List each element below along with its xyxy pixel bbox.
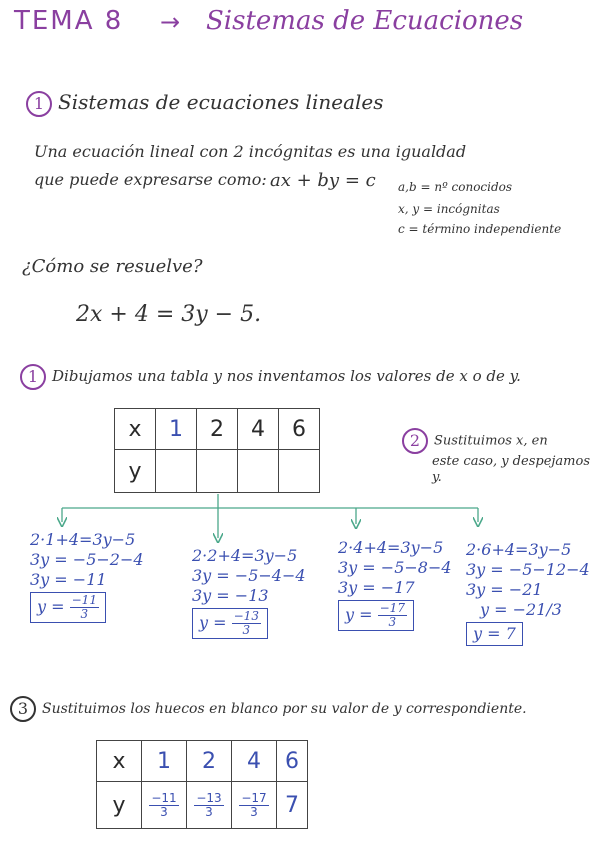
step2-line3: y.	[432, 470, 442, 485]
step2-number: 2	[402, 428, 428, 454]
solution-step: 3y = −17	[338, 578, 415, 597]
solution-step: 3y = −5−2−4	[30, 550, 144, 569]
table-cell-fraction	[232, 782, 277, 829]
fraction-denominator: 3	[80, 607, 89, 621]
table-row	[97, 741, 308, 782]
note-independent-term: c = término independiente	[398, 222, 562, 236]
solution-step: 3y = −13	[192, 586, 269, 605]
fraction-denominator: 3	[388, 615, 397, 629]
example-equation: 2x + 4 = 3y − 5.	[76, 302, 262, 327]
table-cell-x6: 6	[279, 409, 320, 450]
solution-step: 3y = −11	[30, 570, 107, 589]
section1-number: 1	[26, 91, 52, 117]
table-cell-fraction	[187, 782, 232, 829]
table-cell-x1: 1	[142, 741, 187, 782]
solution-step: 2·6+4=3y−5	[466, 540, 572, 559]
solution-x4	[338, 538, 452, 631]
table-header-y: y	[115, 450, 156, 493]
solution-x6	[466, 540, 590, 646]
solution-step: y = −21/3	[480, 600, 562, 619]
general-formula: ax + by = c	[270, 170, 376, 191]
fraction-denominator: 3	[242, 623, 251, 637]
solution-step: 3y = −21	[466, 580, 543, 599]
solution-x2	[192, 546, 306, 639]
fraction-numerator: −11	[151, 790, 177, 805]
solution-step: 2·2+4=3y−5	[192, 546, 298, 565]
table-header-y: y	[97, 782, 142, 829]
fraction-denominator: 3	[160, 804, 168, 819]
section1-heading-text: Sistemas de ecuaciones lineales	[58, 90, 384, 114]
solution-step: 3y = −5−12−4	[466, 560, 590, 579]
result-lhs: y =	[37, 597, 65, 616]
solution-step: 3y = −5−4−4	[192, 566, 306, 585]
solution-result-box	[192, 608, 268, 639]
table-cell-x1: 1	[156, 409, 197, 450]
note-unknowns: x, y = incógnitas	[398, 202, 500, 216]
step3-text-label: Sustituimos los huecos en blanco por su valor de y correspondiente.	[42, 701, 527, 717]
solution-x1	[30, 530, 144, 623]
fraction-numerator: −17	[241, 790, 267, 805]
step3-text	[10, 696, 527, 722]
step2-line2: este caso, y despejamos	[432, 454, 590, 469]
fraction-numerator: −13	[233, 609, 259, 623]
tema-label: TEMA 8	[14, 6, 124, 36]
step1-number: 1	[20, 364, 46, 390]
result-fraction	[378, 602, 407, 629]
solution-step: 3y = −5−8−4	[338, 558, 452, 577]
table-cell-x2: 2	[187, 741, 232, 782]
table-cell-fraction	[142, 782, 187, 829]
result-fraction	[70, 594, 99, 621]
fraction-numerator: −11	[71, 593, 97, 607]
values-table-filled	[96, 740, 308, 829]
solution-result-box	[338, 600, 414, 631]
table-header-x: x	[97, 741, 142, 782]
fraction-numerator: −17	[379, 601, 405, 615]
fraction-denominator: 3	[205, 804, 213, 819]
step3-number: 3	[10, 696, 36, 722]
table-cell-value: 7	[277, 782, 308, 829]
page-title: Sistemas de Ecuaciones	[206, 6, 524, 36]
step1-text-label: Dibujamos una tabla y nos inventamos los valores de x o de y.	[52, 367, 521, 385]
table-row	[97, 782, 308, 829]
question-text: ¿Cómo se resuelve?	[22, 256, 203, 277]
result-lhs: y =	[199, 613, 227, 632]
solution-step: 2·1+4=3y−5	[30, 530, 136, 549]
solution-step: 2·4+4=3y−5	[338, 538, 444, 557]
fraction-denominator: 3	[250, 804, 258, 819]
table-cell-x4: 4	[232, 741, 277, 782]
definition-line1: Una ecuación lineal con 2 incógnitas es una igualdad	[34, 142, 467, 161]
result-fraction	[232, 610, 261, 637]
note-coefficients: a,b = nº conocidos	[398, 180, 513, 194]
step2-line1: Sustituimos x, en	[434, 433, 548, 449]
solution-result-box: y = 7	[466, 622, 523, 646]
table-cell-x6: 6	[277, 741, 308, 782]
arrow-icon: →	[160, 8, 181, 36]
table-cell-x4: 4	[238, 409, 279, 450]
result-lhs: y =	[345, 605, 373, 624]
table-cell-x2: 2	[197, 409, 238, 450]
fraction-numerator: −13	[196, 790, 222, 805]
definition-line2: que puede expresarse como:	[34, 170, 267, 189]
table-header-x: x	[115, 409, 156, 450]
solution-result-box	[30, 592, 106, 623]
